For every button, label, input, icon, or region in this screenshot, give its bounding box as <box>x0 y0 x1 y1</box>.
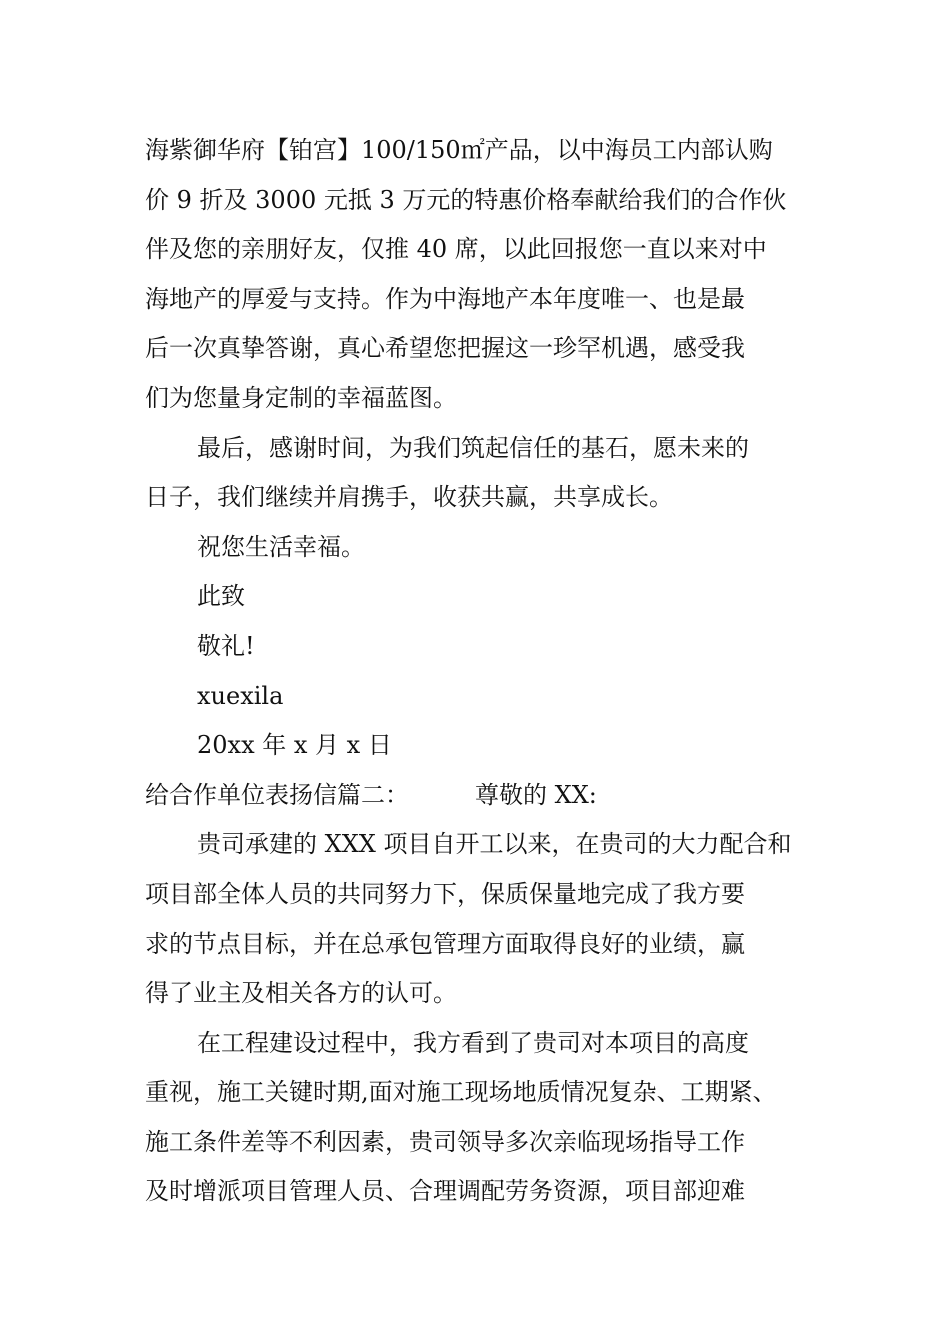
letter-two-body <box>145 820 810 1217</box>
text-line: 最后，感谢时间，为我们筑起信任的基石，愿未来的 <box>197 433 749 462</box>
text-line: 价 9 折及 3000 元抵 3 万元的特惠价格奉献给我们的合作伙 <box>145 185 787 214</box>
text-line: 20xx 年 x 月 x 日 <box>197 731 392 760</box>
text-line: 祝您生活幸福。 <box>197 532 365 561</box>
salutation: 尊敬的 XX: <box>475 780 597 809</box>
text-line: 们为您量身定制的幸福蓝图。 <box>145 383 457 412</box>
text-line: 海地产的厚爱与支持。作为中海地产本年度唯一、也是最 <box>145 284 745 313</box>
text-line: 施工条件差等不利因素，贵司领导多次亲临现场指导工作 <box>145 1127 745 1156</box>
text-line: 海紫御华府【铂宫】100/150㎡产品，以中海员工内部认购 <box>145 136 773 164</box>
section-title: 给合作单位表扬信篇二： <box>145 780 409 809</box>
letter-one-body <box>145 126 810 771</box>
text-line: xuexila <box>197 681 284 710</box>
section-heading <box>145 771 810 821</box>
text-line: 日子，我们继续并肩携手，收获共赢，共享成长。 <box>145 483 673 512</box>
text-line: 得了业主及相关各方的认可。 <box>145 979 457 1008</box>
text-line: 此致 <box>197 582 245 611</box>
text-line: 项目部全体人员的共同努力下，保质保量地完成了我方要 <box>145 879 745 908</box>
text-line: 在工程建设过程中，我方看到了贵司对本项目的高度 <box>197 1028 749 1057</box>
document-body <box>145 126 810 1217</box>
text-line: 敬礼! <box>197 631 255 660</box>
text-line: 及时增派项目管理人员、合理调配劳务资源，项目部迎难 <box>145 1177 745 1206</box>
text-line: 伴及您的亲朋好友，仅推 40 席，以此回报您一直以来对中 <box>145 235 767 264</box>
text-line: 求的节点目标，并在总承包管理方面取得良好的业绩，赢 <box>145 929 745 958</box>
text-line: 后一次真挚答谢，真心希望您把握这一珍罕机遇，感受我 <box>145 334 745 363</box>
text-line: 重视，施工关键时期,面对施工现场地质情况复杂、工期紧、 <box>145 1078 777 1107</box>
text-line: 贵司承建的 XXX 项目自开工以来，在贵司的大力配合和 <box>197 830 792 859</box>
